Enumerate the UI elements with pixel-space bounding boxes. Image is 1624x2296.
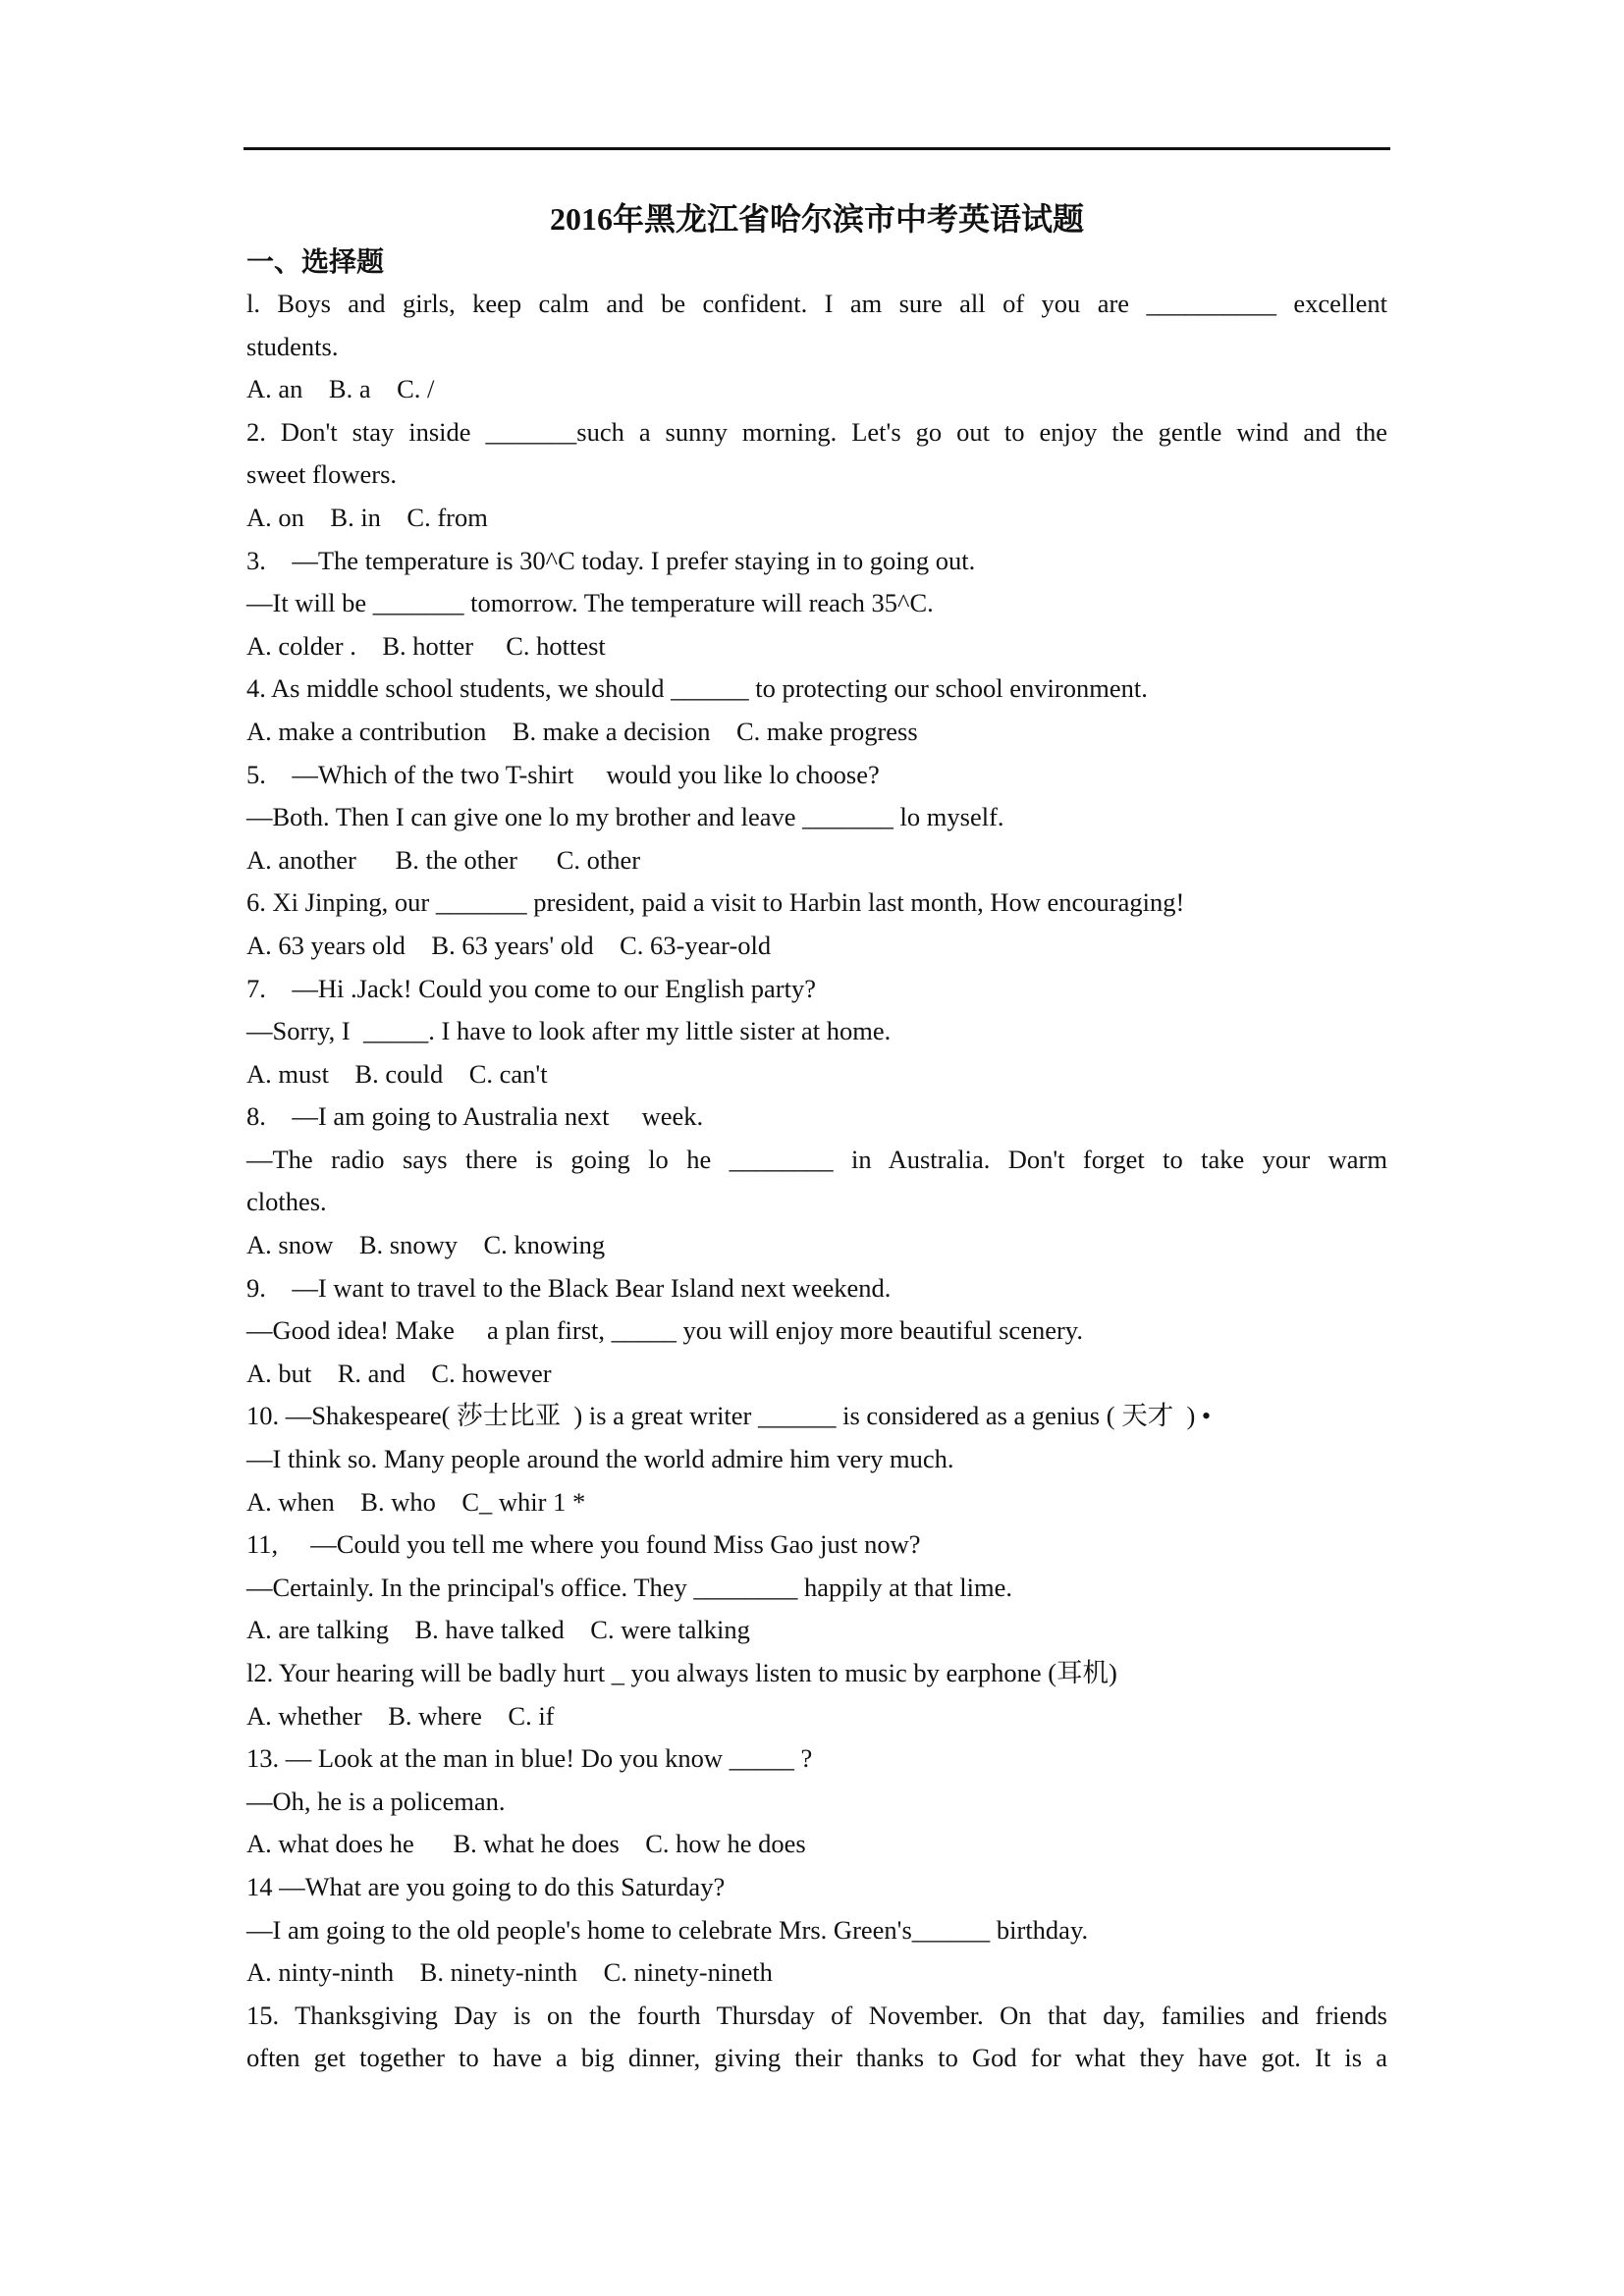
text-line: 7. —Hi .Jack! Could you come to our English party? xyxy=(246,973,816,1003)
text-line: A. must B. could C. can't xyxy=(246,1058,548,1089)
text-line: 2. Don't stay inside _______such a sunny morning. Let's go out to enjoy the gentle wind and the xyxy=(246,416,1387,447)
document-body xyxy=(246,243,1387,2080)
text-line: —Oh, he is a policeman. xyxy=(246,1786,506,1816)
text-line: 14 —What are you going to do this Saturday? xyxy=(246,1871,726,1901)
text-line: A. are talking B. have talked C. were talking xyxy=(246,1615,750,1645)
text-line: l. Boys and girls, keep calm and be confident. I am sure all of you are __________ excellent xyxy=(246,289,1387,318)
text-line: A. when B. who C_ whir 1 * xyxy=(246,1486,586,1517)
question-lines xyxy=(246,283,1387,2080)
text-line: A. an B. a C. / xyxy=(246,374,435,404)
text-line: A. another B. the other C. other xyxy=(246,844,641,875)
text-line: —I think so. Many people around the world admire him very much. xyxy=(246,1444,954,1474)
text-line: A. on B. in C. from xyxy=(246,502,488,532)
text-line: 15. Thanksgiving Day is on the fourth Thursday of November. On that day, families and friends xyxy=(246,2000,1387,2030)
text-line: A. but R. and C. however xyxy=(246,1358,552,1388)
text-line: —Sorry, I _____. I have to look after my little sister at home. xyxy=(246,1016,892,1046)
text-line: l2. Your hearing will be badly hurt _ you always listen to music by earphone (耳机) xyxy=(246,1658,1117,1687)
text-line: 8. —I am going to Australia next week. xyxy=(246,1101,704,1132)
text-line: —It will be _______ tomorrow. The temperature will reach 35^C. xyxy=(246,588,934,618)
text-line: —Both. Then I can give one lo my brother and leave _______ lo myself. xyxy=(246,802,1004,832)
text-line: 10. —Shakespeare( 莎士比亚 ) is a great writer ______ is considered as a genius ( 天才 ) • xyxy=(246,1401,1212,1431)
page-title: 2016年黑龙江省哈尔滨市中考英语试题 xyxy=(549,201,1084,237)
text-line: 13. — Look at the man in blue! Do you know _____ ? xyxy=(246,1743,813,1774)
text-line: A. make a contribution B. make a decision C. make progress xyxy=(246,716,918,746)
text-line: A. ninty-ninth B. ninety-ninth C. ninety-nineth xyxy=(246,1957,773,1988)
text-line: 11, —Could you tell me where you found Miss Gao just now? xyxy=(246,1529,921,1560)
text-line: clothes. xyxy=(246,1187,327,1217)
text-line: A. 63 years old B. 63 years' old C. 63-year-old xyxy=(246,930,772,960)
section-heading: 一、选择题 xyxy=(246,247,385,278)
text-line: students. xyxy=(246,331,339,361)
text-line: 4. As middle school students, we should ______ to protecting our school environment. xyxy=(246,673,1148,704)
text-line: A. whether B. where C. if xyxy=(246,1700,555,1731)
text-line: A. what does he B. what he does C. how he does xyxy=(246,1829,806,1859)
text-line: 9. —I want to travel to the Black Bear Island next weekend. xyxy=(246,1272,892,1303)
text-line: —Good idea! Make a plan first, _____ you will enjoy more beautiful scenery. xyxy=(246,1315,1083,1346)
text-line: 6. Xi Jinping, our _______ president, paid a visit to Harbin last month, How encouraging! xyxy=(246,887,1185,918)
text-line: often get together to have a big dinner, giving their thanks to God for what they have got. It is a xyxy=(246,2043,1387,2073)
text-line: —Certainly. In the principal's office. They ________ happily at that lime. xyxy=(246,1572,1012,1602)
text-line: —The radio says there is going lo he ________ in Australia. Don't forget to take your warm xyxy=(246,1144,1387,1174)
text-line: —I am going to the old people's home to celebrate Mrs. Green's______ birthday. xyxy=(246,1914,1089,1945)
text-line: 3. —The temperature is 30^C today. I prefer staying in to going out. xyxy=(246,545,976,575)
text-line: A. colder . B. hotter C. hottest xyxy=(246,630,606,661)
text-line: A. snow B. snowy C. knowing xyxy=(246,1230,606,1260)
text-line: sweet flowers. xyxy=(246,459,398,490)
text-line: 5. —Which of the two T-shirt would you like lo choose? xyxy=(246,759,880,789)
header-rule xyxy=(244,147,1390,150)
